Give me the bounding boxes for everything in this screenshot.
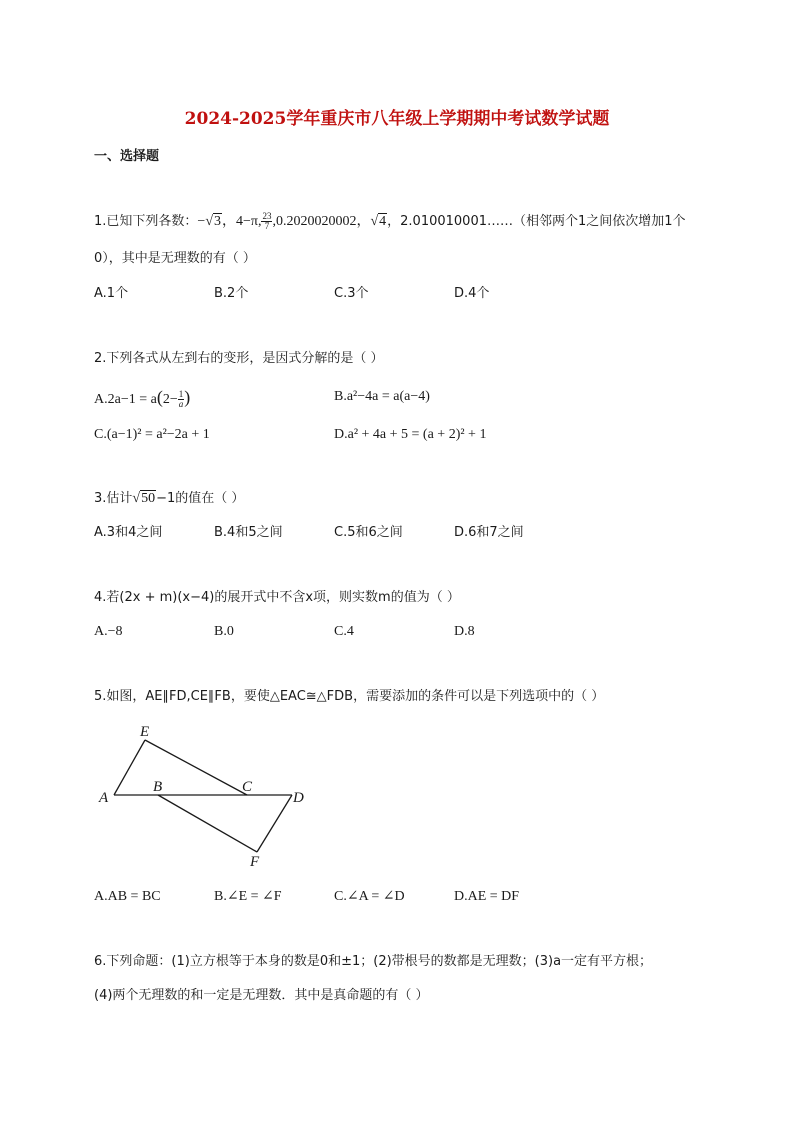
q1-option-c[interactable]: C.3个 xyxy=(334,286,369,301)
q1-sqrt3: 3 xyxy=(214,214,221,229)
q1-mid2: ,0.2020020002， xyxy=(272,214,371,229)
q1-neg: − xyxy=(197,214,206,229)
q6-stem-line2: (4)两个无理数的和一定是无理数．其中是真命题的有（ ） xyxy=(94,988,429,1003)
q6-stem-line1: 6.下列命题：(1)立方根等于本身的数是0和±1；(2)带根号的数都是无理数；(3)a一定有平方根； xyxy=(94,954,653,969)
q1-stem-line1: 1.已知下列各数：−√3，4−π, $\frac{23}{7}$ ,0.2020020002，√4，2.010010001……（相邻两个1之间依次增加1个 xyxy=(94,211,686,231)
q4-option-a[interactable]: A.−8 xyxy=(94,624,123,639)
q1-option-a[interactable]: A.1个 xyxy=(94,286,129,301)
q3-option-a[interactable]: A.3和4之间 xyxy=(94,525,163,540)
q3-option-b[interactable]: B.4和5之间 xyxy=(214,525,283,540)
q1-stem-line2: 0），其中是无理数的有（ ） xyxy=(94,251,256,266)
label-c: C xyxy=(242,779,253,795)
q1-intro: 1.已知下列各数： xyxy=(94,214,198,229)
q5-option-c[interactable]: C.∠A = ∠D xyxy=(334,889,405,904)
q5-option-a[interactable]: A.AB = BC xyxy=(94,889,161,904)
q4-option-b[interactable]: B.0 xyxy=(214,624,234,639)
q1-fraction: $\frac{23}{7}$ xyxy=(262,211,272,231)
q2-option-c[interactable]: C.(a−1)² = a²−2a + 1 xyxy=(94,427,210,442)
label-a: A xyxy=(99,790,109,806)
q2-stem: 2.下列各式从左到右的变形，是因式分解的是（ ） xyxy=(94,351,384,366)
q5-option-d[interactable]: D.AE = DF xyxy=(454,889,520,904)
q2-option-b[interactable]: B.a²−4a = a(a−4) xyxy=(334,389,430,404)
q1-mid1: ，4−π, xyxy=(222,214,262,229)
q1-option-b[interactable]: B.2个 xyxy=(214,286,249,301)
exam-title: 2024-2025学年重庆市八年级上学期期中考试数学试题 xyxy=(184,109,610,129)
q4-option-d[interactable]: D.8 xyxy=(454,624,475,639)
label-f: F xyxy=(250,854,260,870)
q1-option-d[interactable]: D.4个 xyxy=(454,286,490,301)
q3-sqrt50: 50 xyxy=(141,491,156,506)
q2-option-d[interactable]: D.a² + 4a + 5 = (a + 2)² + 1 xyxy=(334,427,487,442)
q3-stem: 3.估计√50−1的值在（ ） xyxy=(94,491,245,506)
q3-option-c[interactable]: C.5和6之间 xyxy=(334,525,403,540)
label-d: D xyxy=(293,790,304,806)
q5-stem: 5.如图，AE∥FD,CE∥FB，要使△EAC≅△FDB，需要添加的条件可以是下列选项中的（ ） xyxy=(94,689,605,704)
q4-stem: 4.若(2x + m)(x−4)的展开式中不含x项，则实数m的值为（ ） xyxy=(94,590,460,605)
q1-sqrt4: 4 xyxy=(379,214,387,229)
line-df xyxy=(257,795,292,852)
q1-tail: ，2.010010001……（相邻两个1之间依次增加1个 xyxy=(387,214,686,229)
q4-option-c[interactable]: C.4 xyxy=(334,624,354,639)
q5-figure xyxy=(90,718,330,878)
section-heading: 一、选择题 xyxy=(94,149,160,164)
line-ae xyxy=(114,740,145,795)
q3-option-d[interactable]: D.6和7之间 xyxy=(454,525,524,540)
q5-option-b[interactable]: B.∠E = ∠F xyxy=(214,889,282,904)
q2-option-a[interactable]: A.2a−1 = a(2− $\frac{1}{a}$ ) xyxy=(94,387,191,409)
line-fb xyxy=(158,795,257,852)
label-e: E xyxy=(140,724,150,740)
label-b: B xyxy=(153,779,163,795)
